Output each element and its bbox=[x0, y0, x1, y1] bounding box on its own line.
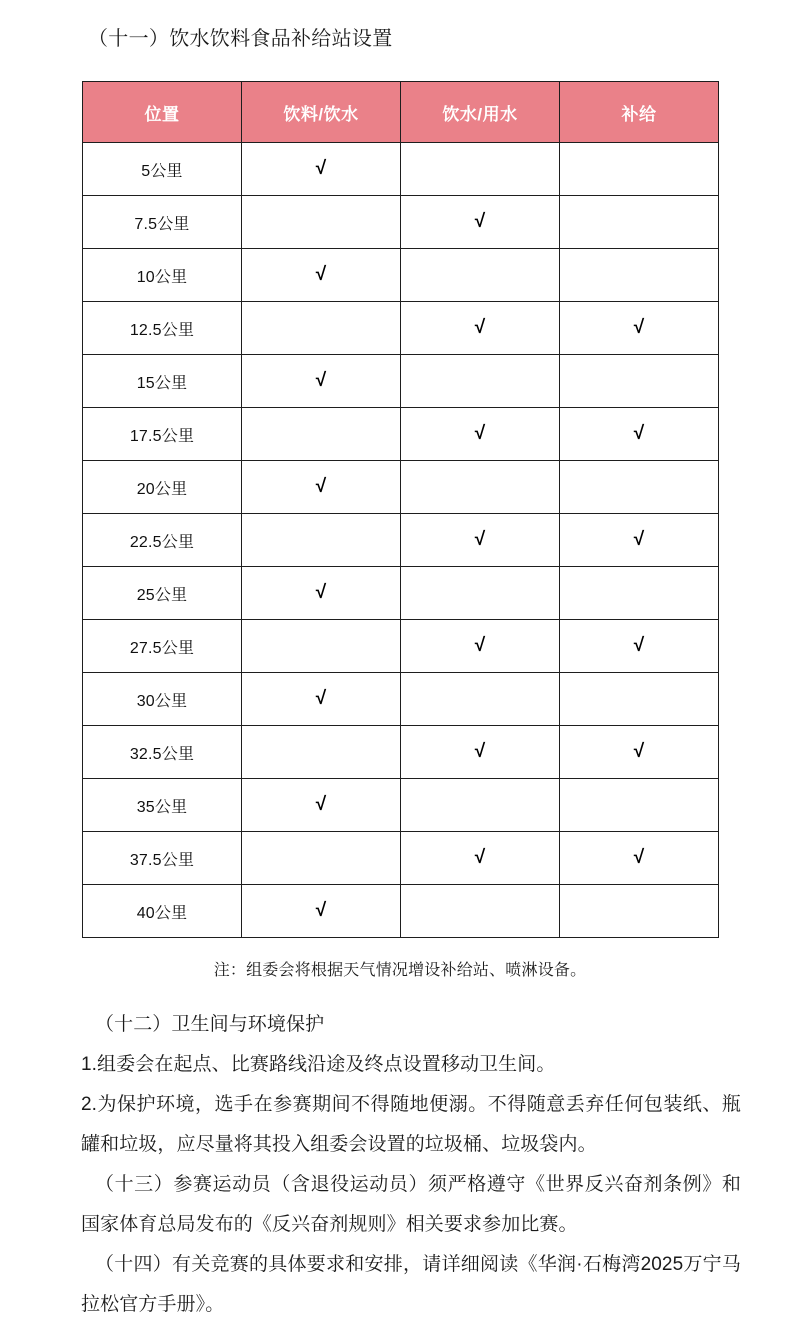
cell-supply bbox=[560, 514, 719, 567]
paragraph: （十四）有关竞赛的具体要求和安排，请详细阅读《华润·石梅湾2025万宁马拉松官方手册》。 bbox=[81, 1254, 741, 1315]
check-icon: √ bbox=[633, 423, 645, 444]
cell-supply bbox=[560, 196, 719, 249]
cell-location: 40公里 bbox=[83, 885, 242, 938]
check-icon: √ bbox=[633, 529, 645, 550]
cell-drink-water bbox=[242, 832, 401, 885]
cell-water-use bbox=[401, 567, 560, 620]
cell-supply bbox=[560, 408, 719, 461]
cell-supply bbox=[560, 302, 719, 355]
cell-location: 22.5公里 bbox=[83, 514, 242, 567]
column-header-location: 位置 bbox=[83, 82, 242, 143]
cell-supply bbox=[560, 143, 719, 196]
cell-drink-water bbox=[242, 461, 401, 514]
cell-water-use bbox=[401, 143, 560, 196]
check-icon: √ bbox=[633, 635, 645, 656]
section-heading: （十一）饮水饮料食品补给站设置 bbox=[88, 28, 393, 50]
check-icon: √ bbox=[633, 847, 645, 868]
supply-station-table bbox=[82, 81, 719, 938]
cell-location: 10公里 bbox=[83, 249, 242, 302]
table-row bbox=[83, 408, 719, 461]
cell-location: 27.5公里 bbox=[83, 620, 242, 673]
table-row bbox=[83, 514, 719, 567]
cell-water-use bbox=[401, 461, 560, 514]
cell-water-use bbox=[401, 514, 560, 567]
check-icon: √ bbox=[315, 158, 327, 179]
cell-location: 12.5公里 bbox=[83, 302, 242, 355]
table-row bbox=[83, 620, 719, 673]
check-icon: √ bbox=[474, 317, 486, 338]
table-row bbox=[83, 885, 719, 938]
cell-supply bbox=[560, 461, 719, 514]
table-header bbox=[83, 82, 719, 143]
table-body bbox=[83, 143, 719, 938]
cell-drink-water bbox=[242, 196, 401, 249]
cell-water-use bbox=[401, 249, 560, 302]
check-icon: √ bbox=[315, 370, 327, 391]
cell-location: 25公里 bbox=[83, 567, 242, 620]
check-icon: √ bbox=[474, 741, 486, 762]
cell-drink-water bbox=[242, 514, 401, 567]
table-row bbox=[83, 143, 719, 196]
cell-supply bbox=[560, 726, 719, 779]
table-row bbox=[83, 196, 719, 249]
cell-supply bbox=[560, 567, 719, 620]
cell-drink-water bbox=[242, 408, 401, 461]
cell-water-use bbox=[401, 355, 560, 408]
cell-location: 35公里 bbox=[83, 779, 242, 832]
table-row bbox=[83, 302, 719, 355]
cell-supply bbox=[560, 355, 719, 408]
paragraph: （十二）卫生间与环境保护 bbox=[95, 1014, 325, 1035]
check-icon: √ bbox=[315, 900, 327, 921]
cell-location: 20公里 bbox=[83, 461, 242, 514]
cell-location: 15公里 bbox=[83, 355, 242, 408]
check-icon: √ bbox=[474, 423, 486, 444]
table-row bbox=[83, 726, 719, 779]
body-text-block bbox=[81, 1005, 741, 1325]
table-row bbox=[83, 832, 719, 885]
cell-supply bbox=[560, 249, 719, 302]
cell-drink-water bbox=[242, 143, 401, 196]
cell-location: 7.5公里 bbox=[83, 196, 242, 249]
check-icon: √ bbox=[474, 847, 486, 868]
table-row bbox=[83, 673, 719, 726]
cell-supply bbox=[560, 673, 719, 726]
check-icon: √ bbox=[315, 688, 327, 709]
cell-drink-water bbox=[242, 249, 401, 302]
cell-water-use bbox=[401, 302, 560, 355]
cell-water-use bbox=[401, 726, 560, 779]
cell-water-use bbox=[401, 779, 560, 832]
cell-water-use bbox=[401, 196, 560, 249]
table-row bbox=[83, 567, 719, 620]
table-row bbox=[83, 779, 719, 832]
column-header-supply: 补给 bbox=[560, 82, 719, 143]
cell-water-use bbox=[401, 885, 560, 938]
cell-drink-water bbox=[242, 302, 401, 355]
cell-drink-water bbox=[242, 620, 401, 673]
column-header-water-use: 饮水/用水 bbox=[401, 82, 560, 143]
cell-water-use bbox=[401, 408, 560, 461]
check-icon: √ bbox=[633, 317, 645, 338]
cell-supply bbox=[560, 620, 719, 673]
check-icon: √ bbox=[474, 635, 486, 656]
cell-supply bbox=[560, 885, 719, 938]
cell-location: 32.5公里 bbox=[83, 726, 242, 779]
check-icon: √ bbox=[474, 529, 486, 550]
cell-water-use bbox=[401, 832, 560, 885]
table-note: 注：组委会将根据天气情况增设补给站、喷淋设备。 bbox=[213, 962, 587, 979]
cell-supply bbox=[560, 779, 719, 832]
cell-water-use bbox=[401, 620, 560, 673]
cell-location: 30公里 bbox=[83, 673, 242, 726]
paragraph: 2.为保护环境，选手在参赛期间不得随地便溺。不得随意丢弃任何包装纸、瓶罐和垃圾，应尽量将其投入组委会设置的垃圾桶、垃圾袋内。 bbox=[81, 1094, 741, 1155]
supply-station-table-container bbox=[82, 81, 718, 938]
cell-drink-water bbox=[242, 726, 401, 779]
table-row bbox=[83, 249, 719, 302]
cell-water-use bbox=[401, 673, 560, 726]
cell-drink-water bbox=[242, 355, 401, 408]
check-icon: √ bbox=[315, 476, 327, 497]
table-header-row bbox=[83, 82, 719, 143]
table-row bbox=[83, 355, 719, 408]
check-icon: √ bbox=[474, 211, 486, 232]
cell-location: 17.5公里 bbox=[83, 408, 242, 461]
cell-drink-water bbox=[242, 885, 401, 938]
check-icon: √ bbox=[633, 741, 645, 762]
cell-location: 5公里 bbox=[83, 143, 242, 196]
check-icon: √ bbox=[315, 582, 327, 603]
table-row bbox=[83, 461, 719, 514]
cell-drink-water bbox=[242, 673, 401, 726]
paragraph: 1.组委会在起点、比赛路线沿途及终点设置移动卫生间。 bbox=[81, 1054, 556, 1075]
cell-drink-water bbox=[242, 779, 401, 832]
check-icon: √ bbox=[315, 264, 327, 285]
column-header-drink-water: 饮料/饮水 bbox=[242, 82, 401, 143]
cell-supply bbox=[560, 832, 719, 885]
paragraph: （十三）参赛运动员（含退役运动员）须严格遵守《世界反兴奋剂条例》和国家体育总局发布的《反兴奋剂规则》相关要求参加比赛。 bbox=[81, 1174, 741, 1235]
check-icon: √ bbox=[315, 794, 327, 815]
cell-drink-water bbox=[242, 567, 401, 620]
cell-location: 37.5公里 bbox=[83, 832, 242, 885]
